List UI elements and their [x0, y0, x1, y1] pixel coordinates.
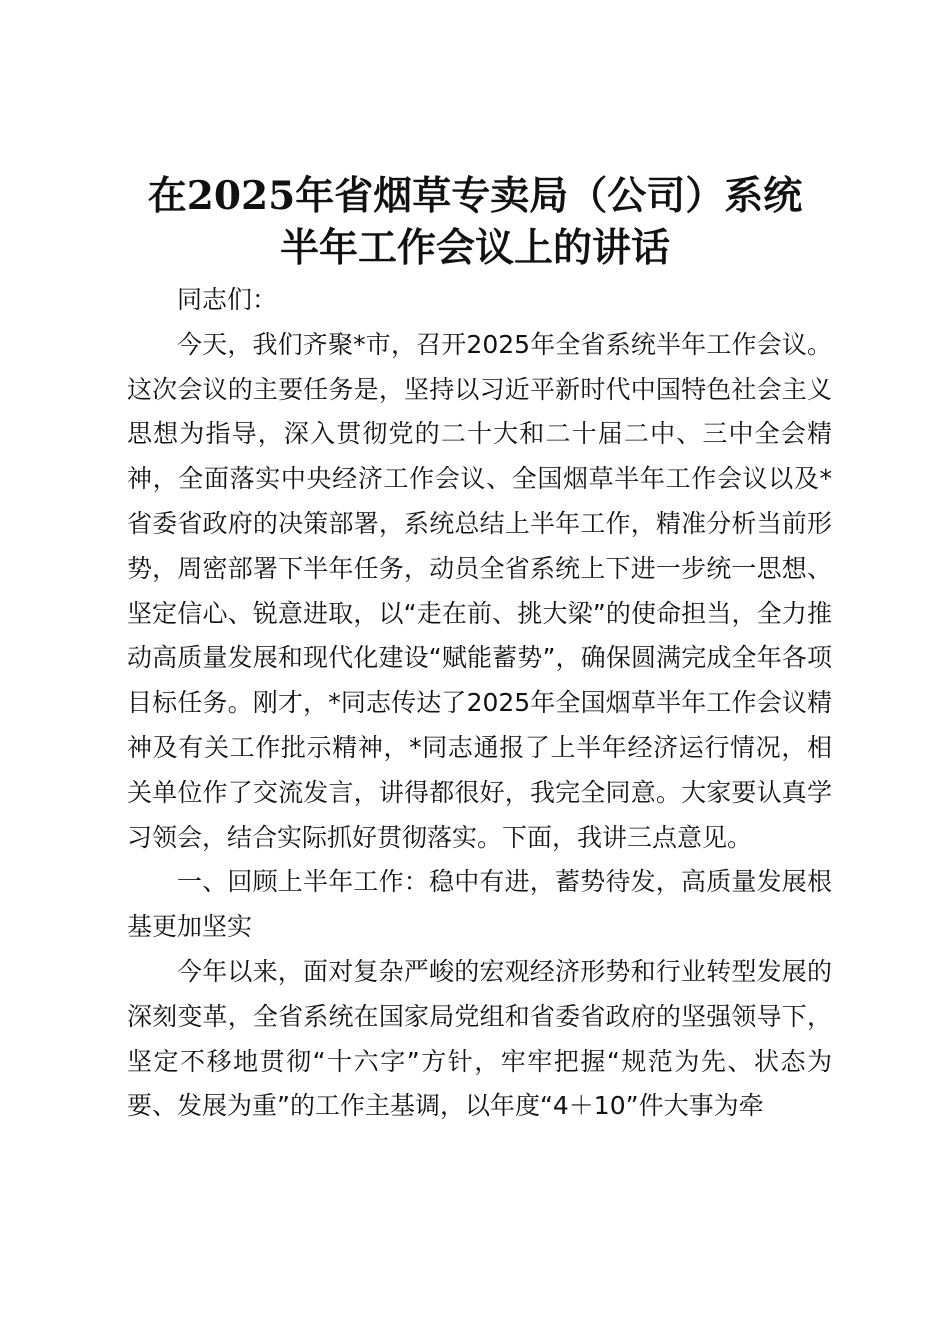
section-heading-1: 一、回顾上半年工作：稳中有进，蓄势待发，高质量发展根基更加坚实: [127, 867, 832, 942]
document-title-line-1: 在2025年省烟草专卖局（公司）系统: [147, 173, 803, 219]
paragraph-intro: 今天，我们齐聚*市，召开2025年全省系统半年工作会议。这次会议的主要任务是，坚持以习近平新时代中国特色社会主义思想为指导，深入贯彻党的二十大和二十届二中、三中全会精神，全面落实中央经济工作会议、全国烟草半年工作会议以及*省委省政府的决策部署，系统总结上半年工作，精准分析当前形势，周密部署下半年任务，动员全省系统上下进一步统一思想、坚定信心、锐意进取，以“走在前、挑大梁”的使命担当，全力推动高质量发展和现代化建设“赋能蓄势”，确保圆满完成全年各项目标任务。刚才，*同志传达了2025年全国烟草半年工作会议精神及有关工作批示精神，*同志通报了上半年经济运行情况，相关单位作了交流发言，讲得都很好，我完全同意。大家要认真学习领会，结合实际抓好贯彻落实。下面，我讲三点意见。: [127, 329, 832, 852]
document-title-line-2: 半年工作会议上的讲话: [279, 225, 670, 271]
document-body: [127, 278, 832, 1129]
salutation: 同志们：: [177, 285, 278, 314]
paragraph-review: 今年以来，面对复杂严峻的宏观经济形势和行业转型发展的深刻变革，全省系统在国家局党组和省委省政府的坚强领导下，坚定不移地贯彻“十六字”方针，牢牢把握“规范为先、状态为要、发展为重”的工作主基调，以年度“4＋10”件大事为牵: [127, 956, 832, 1121]
